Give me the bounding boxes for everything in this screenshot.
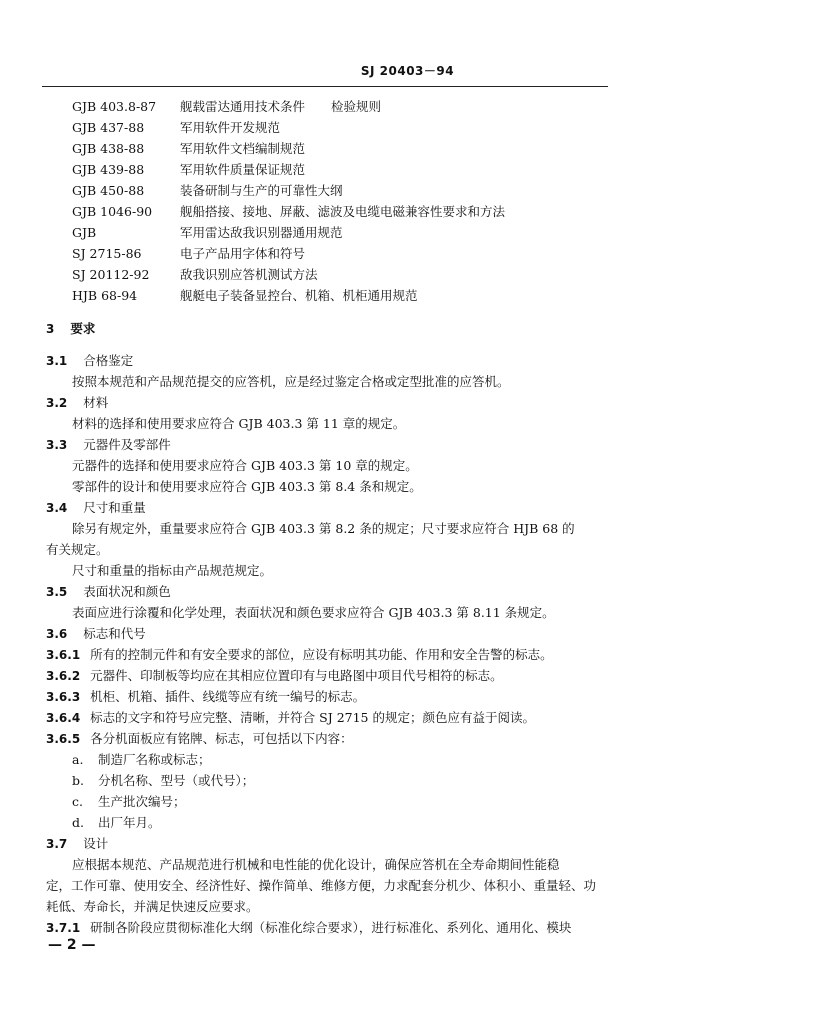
clause: 3.7.1 研制各阶段应贯彻标准化大纲（标准化综合要求），进行标准化、系列化、通用化、模块 bbox=[46, 920, 572, 935]
clause: 3.6.2 元器件、印制板等均应在其相应位置印有与电路图中项目代号相符的标志。 bbox=[46, 668, 503, 683]
subsection-heading: 3.6 标志和代号 bbox=[46, 626, 146, 641]
subsection-heading: 3.5 表面状况和颜色 bbox=[46, 584, 171, 599]
reference-item bbox=[72, 246, 305, 262]
clause: 3.6.5 各分机面板应有铭牌、标志，可包括以下内容： bbox=[46, 731, 353, 746]
reference-item bbox=[72, 288, 418, 304]
header-rule bbox=[42, 86, 608, 87]
reference-title: 舰艇电子装备显控台、机箱、机柜通用规范 bbox=[180, 288, 418, 303]
paragraph: 材料的选择和使用要求应符合 GJB 403.3 第 11 章的规定。 bbox=[72, 416, 406, 431]
reference-item bbox=[72, 99, 381, 115]
document-number-header: SJ 20403－94 bbox=[360, 64, 455, 78]
subsection-heading: 3.2 材料 bbox=[46, 395, 109, 410]
reference-item bbox=[72, 162, 305, 178]
subsection-heading: 3.3 元器件及零部件 bbox=[46, 437, 171, 452]
list-item: d. 出厂年月。 bbox=[72, 815, 161, 830]
reference-code: GJB 437-88 bbox=[72, 120, 145, 135]
subsection-heading: 3.1 合格鉴定 bbox=[46, 353, 134, 368]
reference-item bbox=[72, 204, 505, 220]
paragraph: 除另有规定外，重量要求应符合 GJB 403.3 第 8.2 条的规定；尺寸要求应符合 HJB 68 的 bbox=[72, 521, 575, 536]
reference-item bbox=[72, 183, 343, 199]
list-item: b. 分机名称、型号（或代号）； bbox=[72, 773, 255, 788]
reference-code: HJB 68-94 bbox=[72, 288, 138, 303]
list-item: c. 生产批次编号； bbox=[72, 794, 186, 809]
reference-title: 军用软件质量保证规范 bbox=[180, 162, 306, 177]
reference-title: 电子产品用字体和符号 bbox=[180, 246, 306, 261]
reference-item bbox=[72, 141, 305, 157]
reference-code: SJ 20112-92 bbox=[72, 267, 150, 282]
subsection-heading: 3.7 设计 bbox=[46, 836, 109, 851]
paragraph: 零部件的设计和使用要求应符合 GJB 403.3 第 8.4 条和规定。 bbox=[72, 479, 422, 494]
list-item: a. 制造厂名称或标志； bbox=[72, 752, 211, 767]
clause: 3.6.3 机柜、机箱、插件、线缆等应有统一编号的标志。 bbox=[46, 689, 366, 704]
reference-code: GJB 403.8-87 bbox=[72, 99, 157, 114]
reference-title: 军用雷达敌我识别器通用规范 bbox=[180, 225, 343, 240]
reference-code: GJB 450-88 bbox=[72, 183, 145, 198]
paragraph: 按照本规范和产品规范提交的应答机，应是经过鉴定合格或定型批准的应答机。 bbox=[72, 374, 510, 389]
section-heading bbox=[46, 321, 95, 337]
subsection-heading: 3.4 尺寸和重量 bbox=[46, 500, 146, 515]
paragraph: 应根据本规范、产品规范进行机械和电性能的优化设计，确保应答机在全寿命期间性能稳 bbox=[72, 857, 560, 872]
paragraph: 有关规定。 bbox=[46, 542, 109, 557]
reference-title: 舰载雷达通用技术条件 bbox=[180, 99, 306, 114]
paragraph: 定，工作可靠、使用安全、经济性好、操作简单、维修方便，力求配套分机少、体积小、重量轻、功 bbox=[46, 878, 597, 893]
section-title: 要求 bbox=[70, 321, 96, 336]
paragraph: 表面应进行涂覆和化学处理，表面状况和颜色要求应符合 GJB 403.3 第 8.11 条规定。 bbox=[72, 605, 555, 620]
paragraph: 元器件的选择和使用要求应符合 GJB 403.3 第 10 章的规定。 bbox=[72, 458, 418, 473]
reference-title: 军用软件文档编制规范 bbox=[180, 141, 306, 156]
reference-code: GJB bbox=[72, 225, 97, 240]
reference-item bbox=[72, 225, 343, 241]
page-number: — 2 — bbox=[48, 937, 96, 953]
clause: 3.6.1 所有的控制元件和有安全要求的部位，应设有标明其功能、作用和安全告警的标志。 bbox=[46, 647, 553, 662]
reference-title: 舰船搭接、接地、屏蔽、滤波及电缆电磁兼容性要求和方法 bbox=[180, 204, 506, 219]
reference-title: 敌我识别应答机测试方法 bbox=[180, 267, 318, 282]
reference-code: GJB 1046-90 bbox=[72, 204, 153, 219]
paragraph: 耗低、寿命长，并满足快速反应要求。 bbox=[46, 899, 259, 914]
reference-title: 军用软件开发规范 bbox=[180, 120, 281, 135]
reference-code: GJB 439-88 bbox=[72, 162, 145, 177]
reference-item bbox=[72, 120, 280, 136]
reference-extra: 检验规则 bbox=[331, 99, 382, 114]
paragraph: 尺寸和重量的指标由产品规范规定。 bbox=[72, 563, 273, 578]
section-number: 3 bbox=[46, 322, 55, 336]
reference-item bbox=[72, 267, 318, 283]
reference-code: SJ 2715-86 bbox=[72, 246, 142, 261]
reference-title: 装备研制与生产的可靠性大纲 bbox=[180, 183, 343, 198]
clause: 3.6.4 标志的文字和符号应完整、清晰，并符合 SJ 2715 的规定；颜色应有益于阅读。 bbox=[46, 710, 535, 725]
reference-code: GJB 438-88 bbox=[72, 141, 145, 156]
